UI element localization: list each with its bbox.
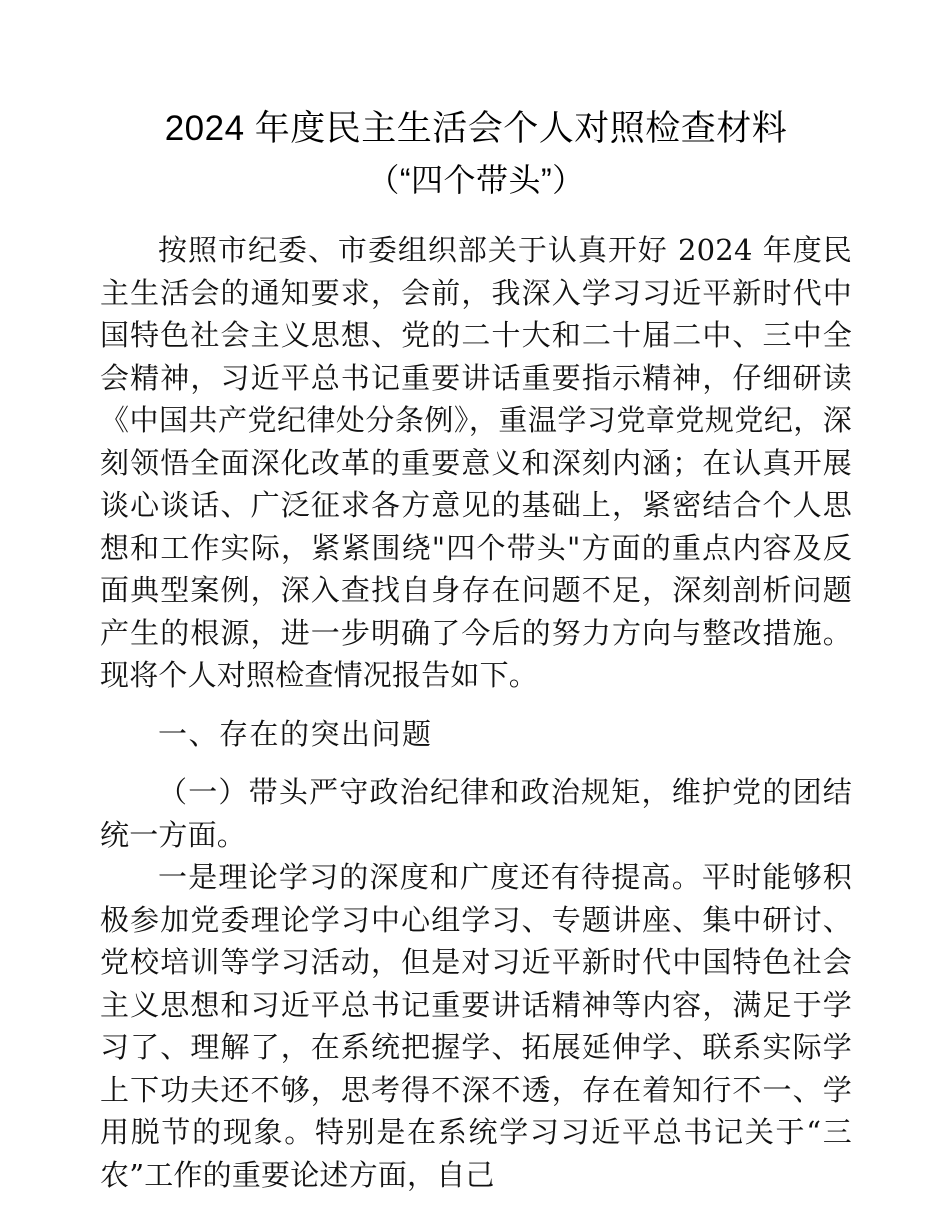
document-body [100, 203, 852, 1196]
section-heading-one: 一、存在的突出问题 [158, 716, 433, 751]
page-title: 2024 年度民主生活会个人对照检查材料 [164, 109, 788, 148]
page-subtitle: （“四个带头”） [367, 162, 585, 198]
paragraph-intro: 按照市纪委、市委组织部关于认真开好 2024 年度民主生活会的通知要求，会前，我深入学习习近平新时代中国特色社会主义思想、党的二十大和二十届二中、三中全会精神，习近平总书记重要讲话重要指示精神，仔细研读《中国共产党纪律处分条例》，重温学习党章党规党纪，深刻领悟全面深化改革的重要意义和深刻内涵；在认真开展谈心谈话、广泛征求各方意见的基础上，紧密结合个人思想和工作实际，紧紧围绕"四个带头"方面的重点内容及反面典型案例，深入查找自身存在问题不足，深刻剖析问题产生的根源，进一步明确了今后的努力方向与整改措施。现将个人对照检查情况报告如下。 [100, 233, 852, 692]
document-content [100, 0, 852, 1196]
paragraph-point-one: 一是理论学习的深度和广度还有待提高。平时能够积极参加党委理论学习中心组学习、专题讲座、集中研讨、党校培训等学习活动，但是对习近平新时代中国特色社会主义思想和习近平总书记重要讲话精神等内容，满足于学习了、理解了，在系统把握学、拓展延伸学、联系实际学上下功夫还不够，思考得不深不透，存在着知行不一、学用脱节的现象。特别是在系统学习习近平总书记关于“三农”工作的重要论述方面，自己 [100, 860, 852, 1192]
subsection-heading-one: （一）带头严守政治纪律和政治规矩，维护党的团结统一方面。 [100, 775, 852, 852]
